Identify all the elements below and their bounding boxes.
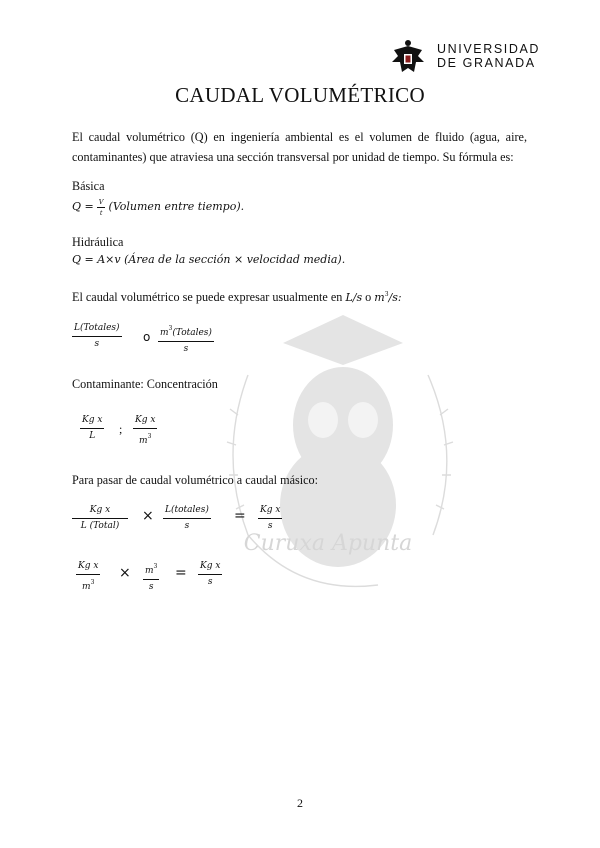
eq2-b-den: s [148,582,154,592]
eq1-b-den: s [184,521,190,531]
contaminant-fraction-1-den: L [89,431,96,441]
eq2-b-num-base: m [145,566,154,576]
basic-formula-lhs: Q = [72,200,94,213]
units-fraction-1-den: s [94,339,100,349]
eq2-a-den-exp: 3 [90,579,95,586]
units-fraction-2-num-base: m [160,328,169,338]
eq2-fraction-c [198,560,222,589]
basic-fraction-den: t [99,208,103,217]
basic-formula [72,196,527,217]
units-fraction-1-num: L(Totales) [72,322,122,337]
units-sentence [72,285,527,308]
basic-formula-desc: (Volumen entre tiempo). [108,200,245,213]
university-name-line1: UNIVERSIDAD [437,42,541,56]
eq1-fraction-a [72,504,128,533]
owl-watermark [208,305,468,595]
contaminant-fraction-1-num: Kg x [80,414,104,429]
basic-fraction-num: V [98,197,104,206]
units-fraction-2-num-exp: 3 [168,325,173,332]
university-name-line2: DE GRANADA [437,56,536,70]
intro-line-2: contaminantes) que atraviesa una sección transversal por unidad de tiempo. Su fórmula es: [72,150,514,164]
units-sentence-unit2: m [374,291,385,304]
contaminant-fraction-2-den-base: m [139,436,148,446]
watermark-text: Curuxa Apunta [243,531,413,556]
hydraulic-heading: Hidráulica [72,235,124,249]
eq2-fraction-b [143,560,159,594]
eq2-a-num: Kg x [76,560,100,575]
units-sentence-unit2-tail: /s: [388,291,402,304]
eq1-fraction-c [258,504,282,533]
contaminant-heading: Contaminante: Concentración [72,377,218,391]
eq1-equals: = [234,508,246,524]
eq1-a-num: Kg x [72,504,128,519]
eq1-c-num: Kg x [258,504,282,519]
eq2-fraction-a [76,560,100,594]
intro-line-1: El caudal volumétrico (Q) en ingeniería ambiental es el volumen de fluido (agua, aire, [72,130,527,144]
contaminant-fraction-1 [80,414,104,443]
units-fraction-2-den: s [183,344,189,354]
eq1-c-den: s [267,521,273,531]
hydraulic-formula: Q = A×v (Área de la sección × velocidad media). [72,253,346,266]
eq2-times: × [119,565,131,581]
coat-of-arms-icon [388,38,428,78]
mass-flow-heading: Para pasar de caudal volumétrico a caudal másico: [72,473,319,487]
units-fraction-2-num-tail: (Totales) [172,328,212,338]
page-title: CAUDAL VOLUMÉTRICO [175,83,425,107]
units-sentence-text: El caudal volumétrico se puede expresar usualmente en [72,290,343,304]
units-sentence-unit1: L/s [345,291,363,304]
contaminant-fraction-2-num: Kg x [133,414,157,429]
eq2-c-den: s [207,577,213,587]
units-fraction-1 [72,322,122,351]
eq1-times: × [142,508,154,524]
university-logo [388,38,541,78]
eq1-fraction-b [163,504,211,533]
page-number: 2 [297,796,303,810]
eq2-b-num-exp: 3 [153,563,158,570]
contaminant-separator: ; [119,422,123,436]
basic-heading: Básica [72,179,105,193]
units-sentence-or: o [365,290,372,304]
eq1-a-den: L (Total) [80,521,120,531]
units-sentence-unit2-exp: 3 [384,291,389,298]
eq2-a-den-base: m [82,582,91,592]
contaminant-fraction-2 [133,414,157,448]
units-fraction-2 [158,322,214,356]
basic-fraction [97,198,106,217]
eq2-c-num: Kg x [198,560,222,575]
eq2-equals: = [175,565,187,581]
units-or: o [143,330,151,344]
eq1-b-num: L(totales) [163,504,211,519]
contaminant-fraction-2-den-exp: 3 [147,433,152,440]
